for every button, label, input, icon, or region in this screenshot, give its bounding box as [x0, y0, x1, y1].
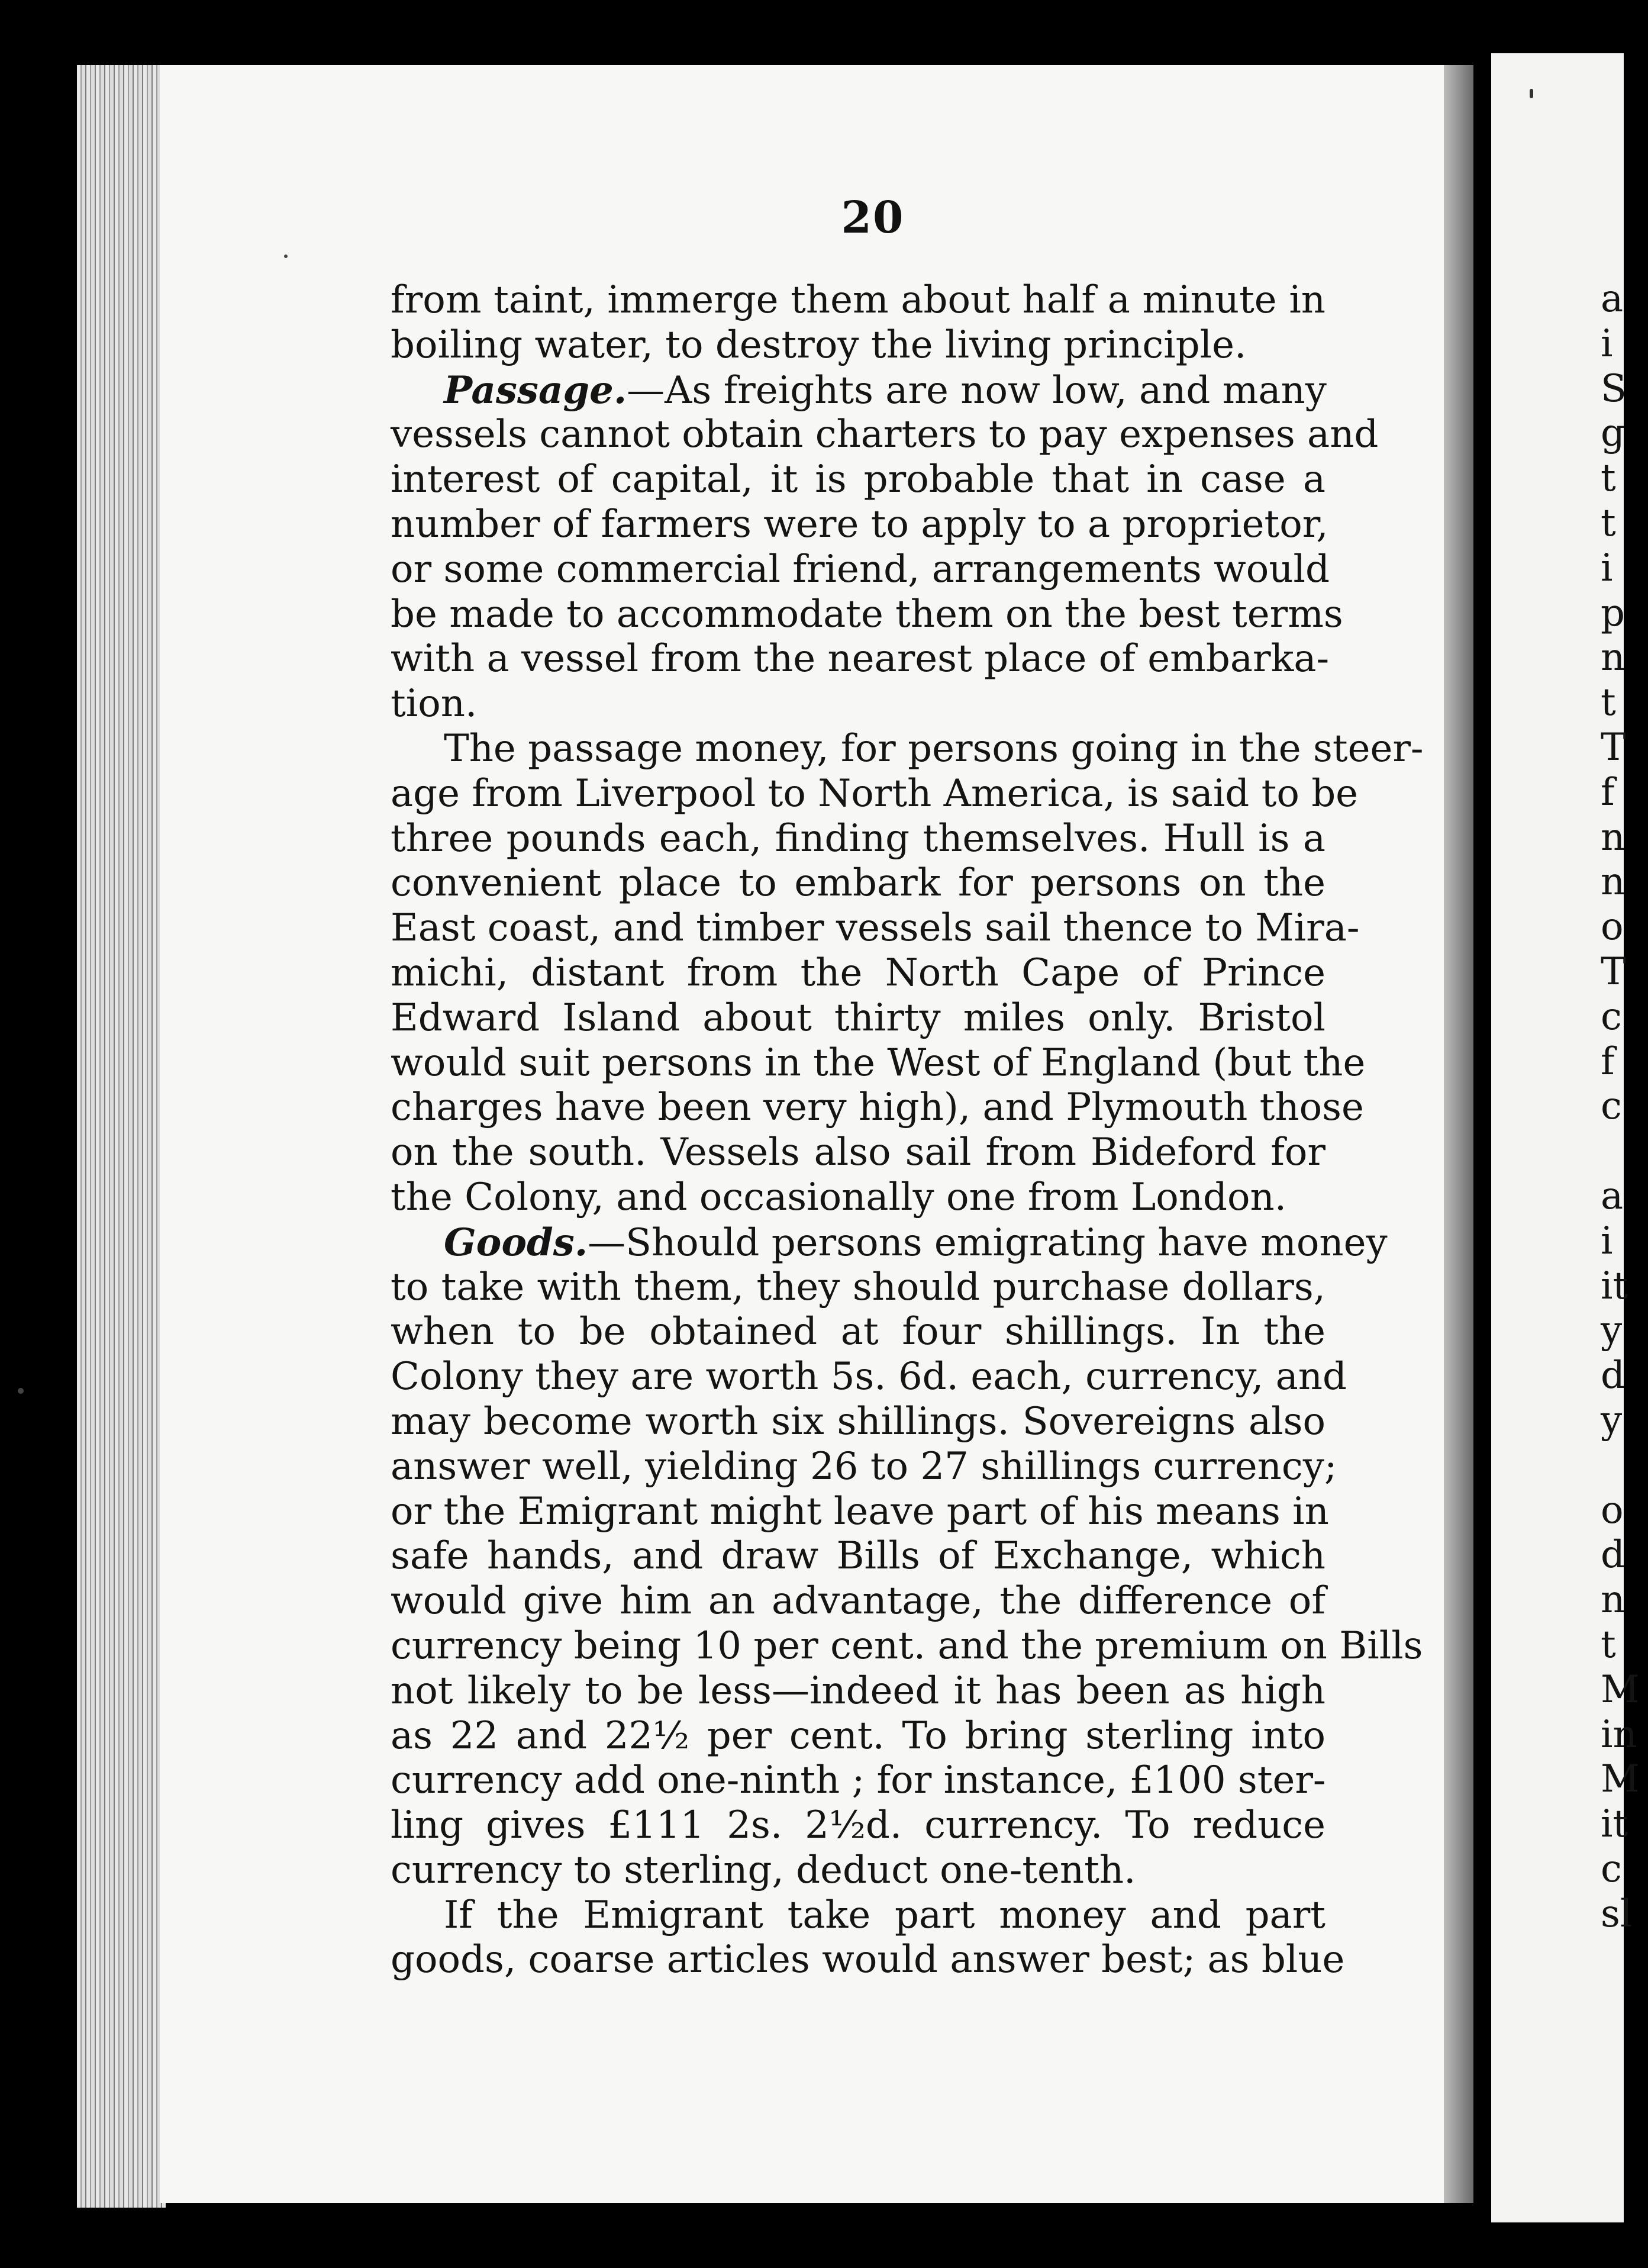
- line-text: or some commercial friend, arrangements would: [391, 547, 1330, 591]
- facing-page-fragment-line: f: [1601, 770, 1615, 814]
- line-text: Edward Island about thirty miles only. Bristol: [391, 996, 1326, 1040]
- line-text: currency to sterling, deduct one-tenth.: [391, 1848, 1136, 1892]
- line-text: on the south. Vessels also sail from Bideford for: [391, 1130, 1326, 1175]
- text-line: [391, 368, 1326, 413]
- facing-page-fragment-line: d: [1601, 1354, 1625, 1398]
- body-text: [391, 278, 1424, 1983]
- line-text: currency add one-ninth ; for instance, £100 ster-: [391, 1758, 1326, 1803]
- facing-page-fragment-line: y: [1601, 1309, 1623, 1353]
- line-text: when to be obtained at four shillings. In the: [391, 1310, 1326, 1354]
- text-line: [391, 771, 1359, 817]
- text-line: [391, 1623, 1423, 1669]
- facing-page-fragment-line: g: [1601, 411, 1625, 456]
- text-line: [391, 1265, 1326, 1310]
- facing-page-fragment-line: i: [1601, 1219, 1613, 1263]
- facing-page-fragment-line: c: [1601, 1847, 1622, 1891]
- text-line: [391, 1310, 1326, 1355]
- line-text: charges have been very high), and Plymouth those: [391, 1085, 1364, 1130]
- facing-page-fragment-line: c: [1601, 994, 1622, 1039]
- line-text: goods, coarse articles would answer best; as blue: [391, 1938, 1345, 1982]
- text-line: [391, 817, 1326, 862]
- line-text: vessels cannot obtain charters to pay expenses and: [391, 413, 1379, 457]
- line-text: the Colony, and occasionally one from London.: [391, 1175, 1287, 1219]
- line-text: ling gives £111 2s. 2½d. currency. To reduce: [391, 1803, 1326, 1848]
- text-line: [391, 413, 1379, 458]
- line-text: If the Emigrant take part money and part: [444, 1893, 1326, 1937]
- text-line: [391, 278, 1326, 323]
- facing-page-fragment: [1491, 53, 1640, 2222]
- line-text: The passage money, for persons going in the steer-: [444, 726, 1424, 771]
- text-line: [391, 1400, 1326, 1445]
- line-text: Colony they are worth 5s. 6d. each, currency, and: [391, 1355, 1347, 1399]
- text-line: [391, 323, 1326, 368]
- text-line: [391, 1938, 1345, 1983]
- facing-page-fragment-line: c: [1601, 1084, 1622, 1129]
- text-line: [391, 547, 1330, 592]
- text-line: [391, 1040, 1366, 1086]
- line-text: would give him an advantage, the difference of: [391, 1579, 1326, 1623]
- text-line: [391, 1355, 1347, 1400]
- line-text: or the Emigrant might leave part of his means in: [391, 1489, 1329, 1534]
- facing-page-fragment-line: n: [1601, 815, 1626, 859]
- line-text: as 22 and 22½ per cent. To bring sterling into: [391, 1713, 1326, 1758]
- text-line: [391, 1579, 1326, 1624]
- section-subhead: Passage.: [444, 368, 627, 413]
- text-line: [391, 458, 1326, 502]
- facing-page-fragment-line: in: [1601, 1712, 1637, 1757]
- line-text: to take with them, they should purchase dollars,: [391, 1265, 1326, 1309]
- facing-page-fragment-line: a: [1601, 277, 1624, 321]
- text-line: [391, 951, 1326, 996]
- line-text: convenient place to embark for persons on the: [391, 861, 1326, 906]
- text-line: [391, 502, 1326, 547]
- facing-page-fragment-line: M: [1601, 1667, 1640, 1712]
- facing-page-fragment-line: d: [1601, 1533, 1625, 1577]
- ink-mark: [1530, 89, 1533, 98]
- line-text: three pounds each, finding themselves. Hull is a: [391, 816, 1326, 861]
- line-text: be made to accommodate them on the best terms: [391, 592, 1343, 636]
- line-text: may become worth six shillings. Sovereigns also: [391, 1399, 1326, 1444]
- text-line: [391, 637, 1330, 682]
- facing-page-fragment-line: [1601, 1444, 1648, 1489]
- text-line: [391, 1130, 1326, 1175]
- facing-page-fragment-line: n: [1601, 860, 1626, 904]
- text-line: [391, 1534, 1326, 1579]
- text-line: [391, 861, 1326, 906]
- gutter-shadow: [1444, 65, 1473, 2203]
- line-text: from taint, immerge them about half a minute in: [391, 278, 1326, 322]
- line-text: East coast, and timber vessels sail thence to Mira-: [391, 906, 1360, 951]
- line-text: not likely to be less—indeed it has been as high: [391, 1668, 1326, 1713]
- page-edges: [77, 65, 166, 2208]
- line-text: michi, distant from the North Cape of Prince: [391, 951, 1326, 995]
- text-line: [391, 726, 1424, 772]
- line-text: —Should persons emigrating have money: [588, 1220, 1388, 1265]
- facing-page-fragment-line: y: [1601, 1398, 1623, 1442]
- facing-page-fragment-line: p: [1601, 591, 1625, 635]
- facing-page-fragment-line: t: [1601, 501, 1616, 545]
- text-line: [391, 1669, 1326, 1714]
- facing-page-fragment-line: n: [1601, 1578, 1626, 1622]
- text-line: [391, 1848, 1326, 1893]
- facing-page-fragment-line: n: [1601, 636, 1626, 680]
- facing-page-fragment-line: i: [1601, 546, 1613, 590]
- facing-page-fragment-line: sl: [1601, 1892, 1633, 1936]
- text-line: [391, 1758, 1326, 1803]
- text-line: [391, 996, 1326, 1041]
- text-line: [391, 592, 1343, 637]
- facing-page-fragment-line: t: [1601, 681, 1616, 725]
- facing-page-text-column: [1601, 277, 1648, 1937]
- line-text: answer well, yielding 26 to 27 shillings currency;: [391, 1444, 1337, 1489]
- section-subhead: Goods.: [444, 1220, 588, 1265]
- facing-page-fragment-line: S: [1601, 366, 1627, 411]
- text-line: [391, 1444, 1337, 1490]
- text-line: [391, 1714, 1326, 1759]
- text-line: [391, 1489, 1329, 1535]
- facing-page-fragment-line: [1601, 1129, 1648, 1174]
- facing-page-fragment-line: t: [1601, 1622, 1616, 1667]
- line-text: boiling water, to destroy the living principle.: [391, 323, 1247, 367]
- facing-page-fragment-line: o: [1601, 1488, 1624, 1532]
- facing-page-fragment-line: it: [1601, 1802, 1628, 1847]
- line-text: number of farmers were to apply to a proprietor,: [391, 502, 1328, 546]
- text-line: [391, 1085, 1364, 1130]
- line-text: currency being 10 per cent. and the premium on Bills: [391, 1623, 1423, 1668]
- page-number: 20: [841, 192, 905, 243]
- text-line: [391, 682, 1326, 727]
- facing-page-fragment-line: M: [1601, 1757, 1640, 1802]
- text-line: [391, 1893, 1326, 1938]
- dust-speck: [284, 254, 288, 258]
- facing-page-fragment-line: T: [1601, 725, 1626, 769]
- line-text: with a vessel from the nearest place of embarka-: [391, 637, 1330, 681]
- text-line: [391, 1220, 1388, 1265]
- line-text: tion.: [391, 682, 478, 726]
- facing-page-fragment-line: o: [1601, 905, 1624, 949]
- text-line: [391, 1175, 1326, 1220]
- text-line: [391, 1803, 1326, 1848]
- facing-page-fragment-line: i: [1601, 321, 1613, 366]
- dust-speck: [18, 1388, 24, 1394]
- facing-page-fragment-line: t: [1601, 456, 1616, 501]
- line-text: would suit persons in the West of England (but the: [391, 1040, 1366, 1085]
- facing-page-fragment-line: a: [1601, 1174, 1624, 1218]
- line-text: —As freights are now low, and many: [627, 368, 1327, 413]
- line-text: age from Liverpool to North America, is said to be: [391, 771, 1359, 816]
- facing-page-fragment-line: f: [1601, 1039, 1615, 1084]
- text-line: [391, 906, 1360, 951]
- line-text: interest of capital, it is probable that in case a: [391, 458, 1326, 502]
- facing-page-fragment-line: it: [1601, 1264, 1628, 1308]
- facing-page-fragment-line: T: [1601, 949, 1626, 994]
- line-text: safe hands, and draw Bills of Exchange, which: [391, 1534, 1326, 1578]
